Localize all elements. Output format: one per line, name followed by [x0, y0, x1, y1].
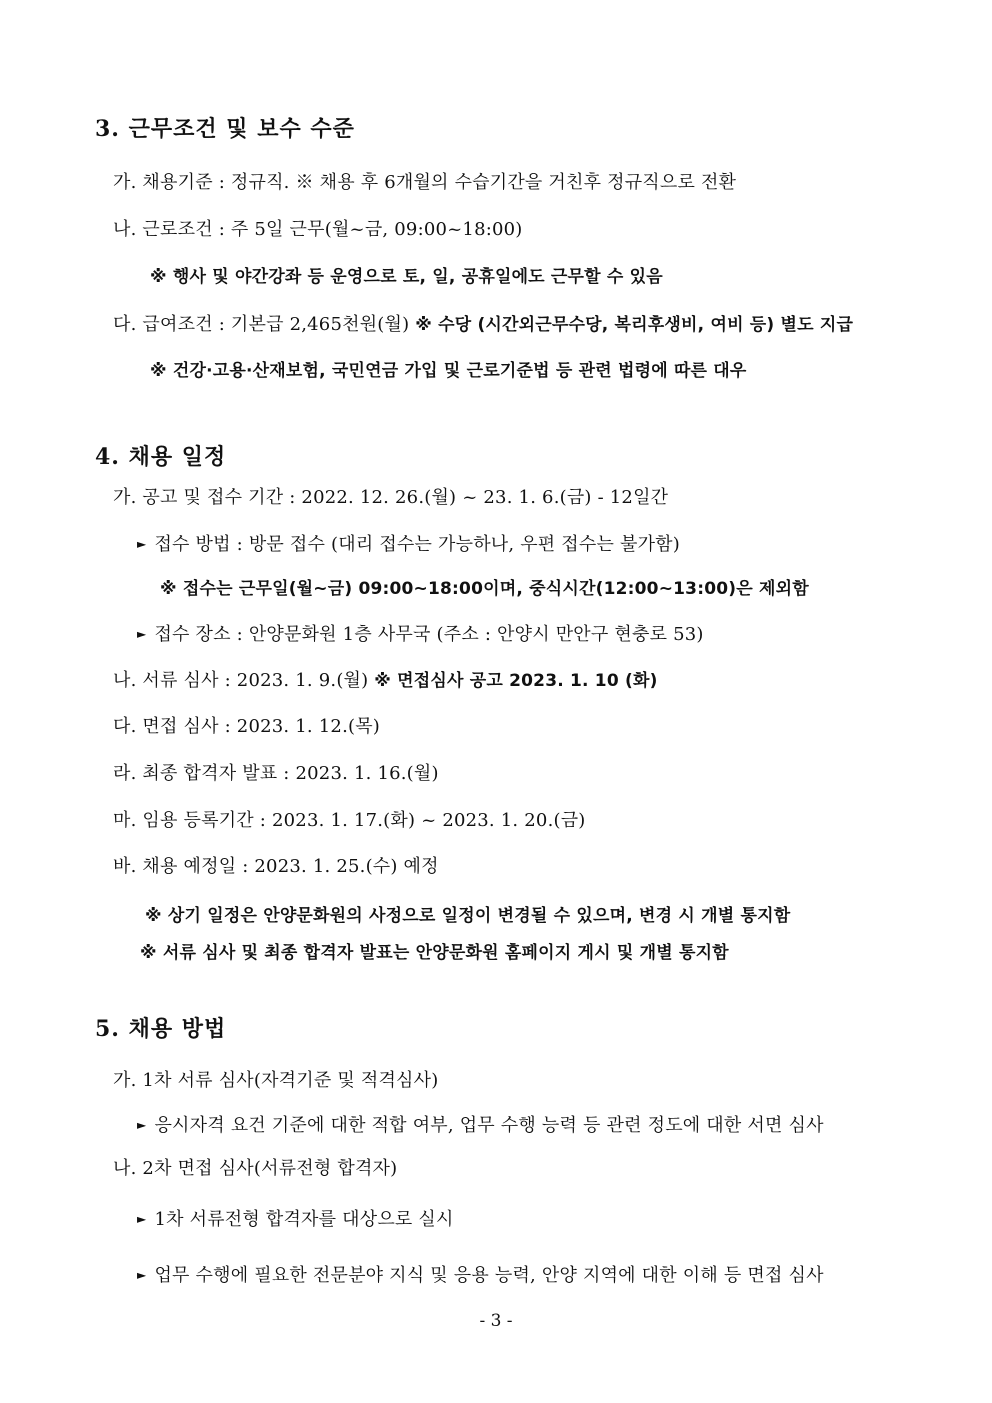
section-5-heading: 5. 채용 방법 [95, 1016, 227, 1042]
section-4-item-na [113, 669, 658, 693]
bullet-arrow-icon: ► [137, 627, 147, 641]
page-number: - 3 - [479, 1311, 513, 1331]
employment-standard-text: 가. 채용기준 : 정규직. ※ 채용 후 6개월의 수습기간을 거친후 정규직으로 전환 [113, 172, 737, 193]
section-4-note-1: ※ 상기 일정은 안양문화원의 사정으로 일정이 변경될 수 있으며, 변경 시 개별 통지함 [145, 906, 791, 926]
working-conditions-text: 나. 근로조건 : 주 5일 근무(월~금, 09:00~18:00) [113, 219, 523, 240]
bullet-arrow-icon: ► [137, 537, 147, 551]
section-3-da-note: ※ 건강·고용·산재보험, 국민연금 가입 및 근로기준법 등 관련 법령에 따른 대우 [150, 361, 747, 381]
section-4-item-ba: 바. 채용 예정일 : 2023. 1. 25.(수) 예정 [113, 856, 439, 877]
section-3-heading: 3. 근무조건 및 보수 수준 [95, 116, 355, 142]
section-3-na-note: ※ 행사 및 야간강좌 등 운영으로 토, 일, 공휴일에도 근무할 수 있음 [150, 267, 663, 287]
section-5-item-na: 나. 2차 면접 심사(서류전형 합격자) [113, 1158, 398, 1179]
allowance-note: ※ 수당 (시간외근무수당, 복리후생비, 여비 등) 별도 지급 [415, 315, 854, 335]
section-5-ga-bullet [137, 1113, 824, 1138]
section-4-item-ra: 라. 최종 합격자 발표 : 2023. 1. 16.(월) [113, 763, 439, 784]
section-4-heading: 4. 채용 일정 [95, 444, 227, 470]
salary-text: 다. 급여조건 : 기본급 2,465천원(월) [113, 314, 416, 335]
bullet-text: 접수 장소 : 안양문화원 1층 사무국 (주소 : 안양시 만안구 현충로 53) [154, 624, 704, 645]
section-3-item-ga [113, 171, 736, 195]
section-4-note-2: ※ 서류 심사 및 최종 합격자 발표는 안양문화원 홈페이지 게시 및 개별 통지함 [140, 943, 729, 963]
bullet-arrow-icon: ► [137, 1212, 147, 1226]
bullet-arrow-icon: ► [137, 1268, 147, 1282]
bullet-text: 응시자격 요건 기준에 대한 적합 여부, 업무 수행 능력 등 관련 정도에 대한 서면 심사 [154, 1115, 824, 1136]
interview-notice-note: ※ 면접심사 공고 2023. 1. 10 (화) [374, 671, 658, 691]
section-4-ga-bullet-place [137, 622, 704, 647]
bullet-text: 접수 방법 : 방문 접수 (대리 접수는 가능하나, 우편 접수는 불가함) [154, 534, 680, 555]
section-3-item-da [113, 313, 853, 337]
bullet-text: 업무 수행에 필요한 전문분야 지식 및 응용 능력, 안양 지역에 대한 이해 등 면접 심사 [154, 1265, 824, 1286]
section-3-item-na [113, 218, 523, 242]
section-4-item-ga: 가. 공고 및 접수 기간 : 2022. 12. 26.(월) ~ 23. 1. 6.(금) - 12일간 [113, 487, 669, 508]
section-4-ga-bullet-method [137, 532, 680, 557]
document-review-text: 나. 서류 심사 : 2023. 1. 9.(월) [113, 670, 375, 691]
section-4-ga-note: ※ 접수는 근무일(월~금) 09:00~18:00이며, 중식시간(12:00~13:00)은 제외함 [160, 579, 809, 599]
section-5-na-bullet-2 [137, 1263, 824, 1288]
section-4-item-ma: 마. 임용 등록기간 : 2023. 1. 17.(화) ~ 2023. 1. 20.(금) [113, 810, 586, 831]
bullet-text: 1차 서류전형 합격자를 대상으로 실시 [154, 1209, 454, 1230]
section-4-item-da: 다. 면접 심사 : 2023. 1. 12.(목) [113, 716, 381, 737]
bullet-arrow-icon: ► [137, 1118, 147, 1132]
section-5-na-bullet-1 [137, 1207, 454, 1232]
section-5-item-ga: 가. 1차 서류 심사(자격기준 및 적격심사) [113, 1070, 439, 1091]
